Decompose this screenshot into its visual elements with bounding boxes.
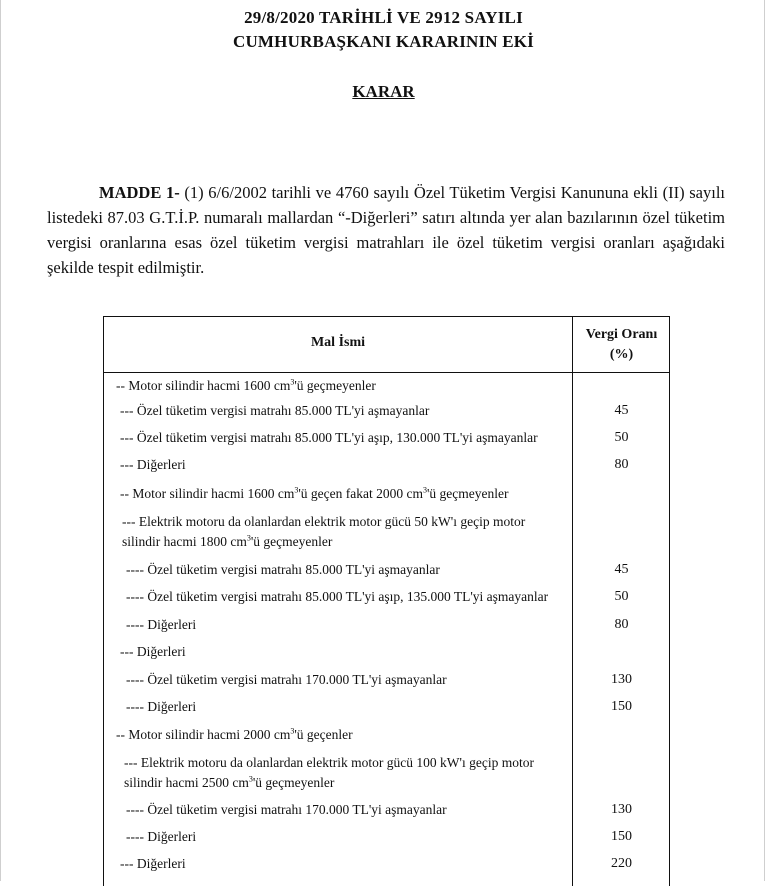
superscript: 3 [248, 774, 253, 784]
table-row-item-name [126, 560, 440, 580]
item-name-segment: -- Motor silindir hacmi 1600 cm [116, 378, 291, 393]
item-name-segment: --- Diğerleri [120, 457, 186, 472]
document-title-line1: 29/8/2020 TARİHLİ VE 2912 SAYILI [244, 8, 523, 27]
table-row-tax-rate: 45 [614, 562, 629, 577]
table-row-item-name [126, 615, 196, 635]
table-row-tax-rate: 50 [614, 430, 629, 445]
column-header-item-name: Mal İsmi [310, 335, 366, 350]
table-row-tax-rate: 150 [611, 829, 632, 844]
item-name-segment: ---- Özel tüketim vergisi matrahı 170.000 TL'yi aşmayanlar [126, 802, 447, 817]
table-row-item-name [120, 455, 186, 475]
table-row-item-name [126, 670, 447, 690]
table-row-item-name [116, 725, 353, 745]
table-row-tax-rate: 45 [614, 403, 629, 418]
superscript: 3 [290, 377, 295, 387]
superscript: 3 [423, 485, 427, 495]
item-name-segment: --- Özel tüketim vergisi matrahı 85.000 TL'yi aşıp, 130.000 TL'yi aşmayanlar [120, 430, 538, 445]
item-name-segment: --- Diğerleri [120, 856, 186, 871]
table-row-item-name [126, 587, 548, 607]
item-name-segment: ---- Özel tüketim vergisi matrahı 170.000 TL'yi aşmayanlar [126, 672, 447, 687]
table-row-tax-rate: 80 [614, 457, 629, 472]
article-label: MADDE 1- [99, 183, 180, 202]
item-name-segment: ---- Diğerleri [126, 699, 197, 714]
document-title-line2: CUMHURBAŞKANI KARARININ EKİ [232, 32, 535, 51]
item-name-segment: --- Elektrik motoru da olanlardan elektrik motor gücü 100 kW'ı geçip motor silindir hacmi 2500 cm [124, 755, 534, 790]
item-name-segment: -- Motor silindir hacmi 2000 cm [116, 727, 291, 742]
table-row-item-name [126, 800, 447, 820]
table-row-tax-rate: 150 [611, 699, 632, 714]
item-name-segment: -- Motor silindir hacmi 1600 cm [120, 486, 295, 501]
item-name-segment: 'ü geçenler [294, 727, 353, 742]
item-name-segment: --- Özel tüketim vergisi matrahı 85.000 TL'yi aşmayanlar [120, 403, 430, 418]
item-name-segment: 'ü geçmeyenler [294, 378, 376, 393]
superscript: 3 [246, 533, 251, 543]
table-row-item-name [120, 642, 186, 662]
table-row-tax-rate: 130 [611, 802, 632, 817]
table-row-item-name [120, 401, 429, 421]
item-name-segment: ---- Diğerleri [126, 829, 197, 844]
tax-rate-table [103, 316, 670, 886]
table-row-item-name [126, 697, 196, 717]
item-name-segment: 'ü geçen fakat 2000 cm [298, 486, 423, 501]
header-separator [104, 372, 669, 373]
table-row-tax-rate: 130 [611, 672, 632, 687]
item-name-segment: 'ü geçmeyenler [250, 534, 333, 549]
superscript: 3 [290, 726, 295, 736]
item-name-segment: 'ü geçmeyenler [427, 486, 509, 501]
item-name-segment: ---- Özel tüketim vergisi matrahı 85.000 TL'yi aşıp, 135.000 TL'yi aşmayanlar [126, 589, 549, 604]
table-row-item-name [116, 376, 376, 396]
karar-heading: KARAR [352, 82, 415, 101]
column-header-tax-rate-line1: Vergi Oranı [585, 327, 658, 342]
table-row-item-name [124, 753, 554, 793]
article-body: (1) 6/6/2002 tarihli ve 4760 sayılı Özel Tüketim Vergisi Kanununa ekli (II) sayılı listedeki 87.03 G.T.İ.P. numaralı mallardan “-Diğerleri” satırı altında yer alan bazılarının özel tüketim vergisi oranlarına esas özel tüketim vergisi matrahları ile özel tüketim vergisi oranları aşağıdaki şekilde tespit edilmiştir. [47, 183, 725, 277]
table-row-tax-rate: 50 [614, 589, 629, 604]
table-row-item-name [126, 827, 196, 847]
item-name-segment: --- Elektrik motoru da olanlardan elektrik motor gücü 50 kW'ı geçip motor silindir hacmi 1800 cm [122, 514, 526, 549]
table-row-tax-rate: 80 [614, 617, 629, 632]
table-row-item-name [120, 484, 509, 504]
article-paragraph [47, 180, 725, 280]
item-name-segment: ---- Özel tüketim vergisi matrahı 85.000 TL'yi aşmayanlar [126, 562, 440, 577]
superscript: 3 [294, 485, 299, 495]
item-name-segment: 'ü geçmeyenler [252, 775, 335, 790]
table-row-item-name [120, 854, 186, 874]
table-row-item-name [120, 428, 538, 448]
column-header-tax-rate [572, 325, 671, 365]
item-name-segment: --- Diğerleri [120, 644, 186, 659]
table-row-tax-rate: 220 [611, 856, 632, 871]
item-name-segment: ---- Diğerleri [126, 617, 197, 632]
table-row-item-name [122, 512, 552, 552]
column-header-tax-rate-line2: (%) [609, 347, 634, 362]
